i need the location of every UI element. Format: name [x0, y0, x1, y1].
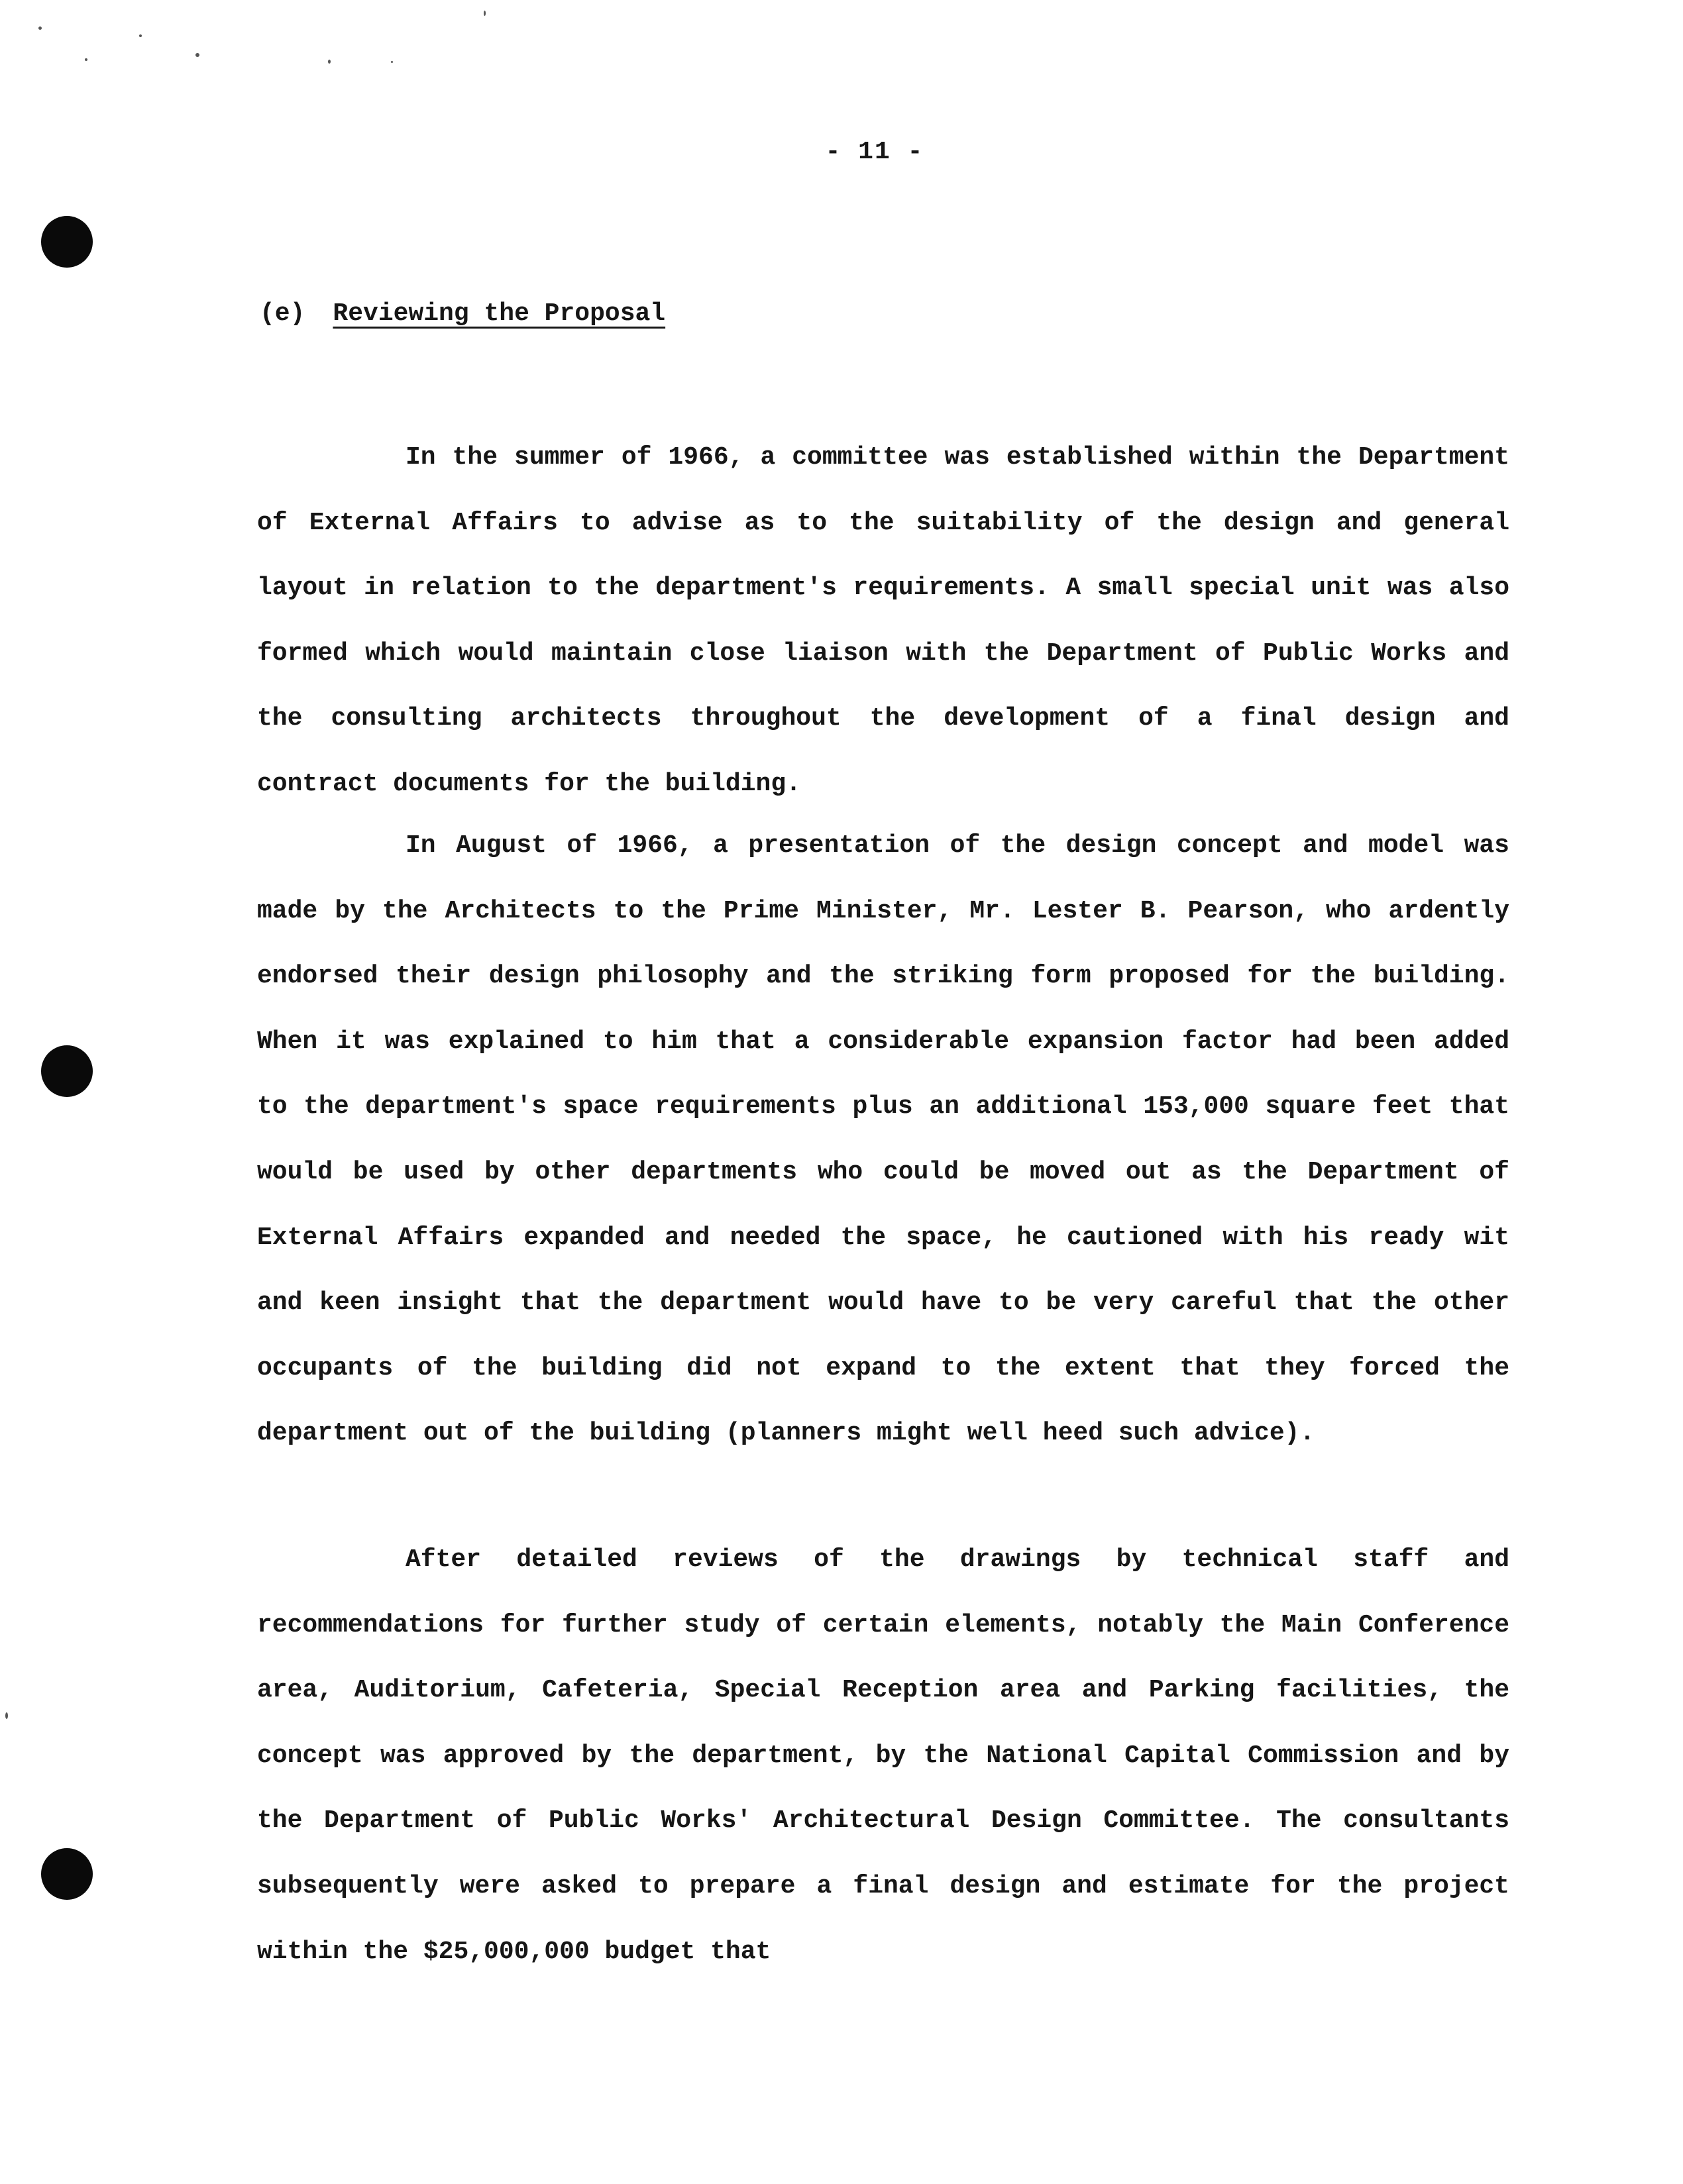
paragraph-text: In August of 1966, a presentation of the design concept and model was made by the Architects to the Prime Minister, Mr. Lester B. Pearson, who ardently endorsed their design philosophy and the striking form proposed for the building. When it was explained to him that a considerable expansion factor had been added to the department's space requirements plus an additional 153,000 square feet that would be used by other departments who could be moved out as the Department of External Affairs expanded and needed the space, he cautioned with his ready wit and keen insight that the department would have to be very careful that the other occupants of the building did not expand to the extent that they forced the department out of the building (planners might well heed such advice).: [257, 831, 1509, 1448]
paragraph-text: After detailed reviews of the drawings by technical staff and recommendations for further study of certain elements, notably the Main Conference area, Auditorium, Cafeteria, Special Reception area and Parking facilities, the concept was approved by the department, by the National Capital Commission and by the Department of Public Works' Architectural Design Committee. The consultants subsequently were asked to prepare a final design and estimate for the project within the $25,000,000 budget that: [257, 1545, 1509, 1966]
page-number: - 11 -: [825, 138, 924, 166]
scan-speck: [5, 1712, 8, 1719]
punch-hole-bottom: [41, 1848, 93, 1900]
scan-speck: [195, 53, 199, 57]
scan-speck: [391, 61, 393, 63]
paragraph-committee: [257, 425, 1509, 817]
section-marker: (e): [260, 299, 305, 328]
scan-speck: [85, 58, 87, 61]
paragraph-text: In the summer of 1966, a committee was established within the Department of External Affairs to advise as to the suitability of the design and general layout in relation to the department's requirements. A small special unit was also formed which would maintain close liaison with the Department of Public Works and the consulting architects throughout the development of a final design and contract documents for the building.: [257, 443, 1509, 798]
scan-speck: [484, 11, 486, 16]
scan-speck: [38, 26, 42, 30]
scan-speck: [139, 34, 142, 37]
section-heading: [260, 299, 665, 328]
scan-speck: [328, 60, 331, 64]
punch-hole-top: [41, 216, 93, 268]
paragraph-reviews: [257, 1528, 1509, 1985]
paragraph-presentation: [257, 813, 1509, 1467]
section-title: Reviewing the Proposal: [333, 299, 666, 328]
punch-hole-middle: [41, 1045, 93, 1097]
